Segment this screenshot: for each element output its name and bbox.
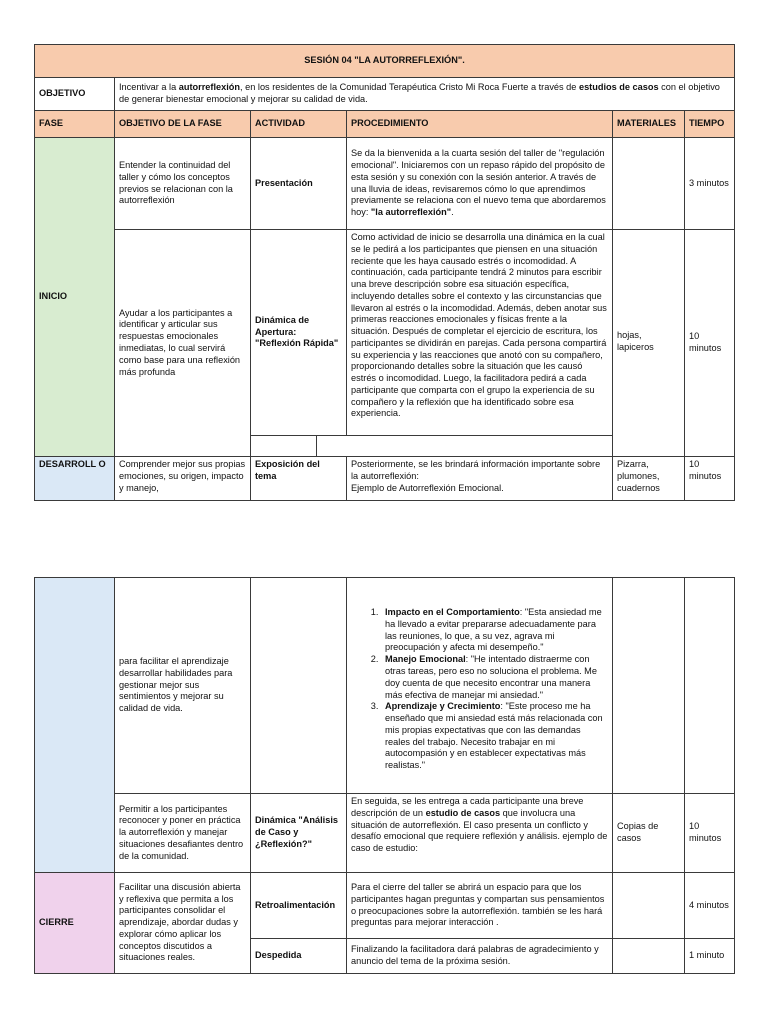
empty-materiales-cell <box>613 578 685 794</box>
session-table-page-2 <box>34 577 735 974</box>
header-materiales: MATERIALES <box>613 111 685 138</box>
cierre-row1-procedimiento: Para el cierre del taller se abrirá un espacio para que los participantes hagan preguntas y compartan sus pensamientos o preocupaciones sobre la autorreflexión. también se les hará preguntas para mejorar interacción . <box>347 873 613 939</box>
desarrollo-row1-actividad: Exposición del tema <box>251 457 347 501</box>
phase-cierre: CIERRE <box>35 873 115 974</box>
cierre-row2-tiempo: 1 minuto <box>685 939 735 974</box>
cierre-row2-actividad: Despedida <box>251 939 347 974</box>
desarrollo-row1-materiales: Pizarra, plumones, cuadernos <box>613 457 685 501</box>
inicio-row2-materiales: hojas, lapiceros <box>617 330 654 352</box>
objetivo-text: Incentivar a la autorreflexión, en los residentes de la Comunidad Terapéutica Cristo Mi Roca Fuerte a través de estudios de casos con el objetivo de generar bienestar emocional y mejorar su calidad de vida. <box>115 78 735 111</box>
cierre-row1-materiales <box>613 873 685 939</box>
table-row <box>35 794 735 873</box>
inicio-row1-procedimiento: Se da la bienvenida a la cuarta sesión del taller de "regulación emocional". Iniciaremos con un repaso rápido del propósito de esta sesión y su conexión con la sesión anterior. A través de una lluvia de ideas, revisaremos cómo lo que aprendimos previamente se relaciona con el nuevo tema que abordaremos hoy: "la autorreflexión". <box>347 138 613 230</box>
desarrollo-row1-objetivo-a: Comprender mejor sus propias emociones, su origen, impacto y manejo, <box>115 457 251 501</box>
table-row <box>35 457 735 501</box>
inicio-row1-actividad: Presentación <box>251 138 347 230</box>
cierre-row2-materiales <box>613 939 685 974</box>
inicio-row1-objetivo: Entender la continuidad del taller y cómo los conceptos previos se relacionan con la autorreflexión <box>115 138 251 230</box>
header-objetivo-fase: OBJETIVO DE LA FASE <box>115 111 251 138</box>
desarrollo-row1-procedimiento: Posteriormente, se les brindará información importante sobre la autorreflexión: Ejemplo de Autorreflexión Emocional. <box>347 457 613 501</box>
desarrollo-row2-objetivo: Permitir a los participantes reconocer y poner en práctica la autorreflexión y manejar situaciones desafiantes dentro de la comunidad. <box>115 794 251 873</box>
phase-inicio: INICIO <box>35 138 115 457</box>
desarrollo-row2-procedimiento: En seguida, se les entrega a cada participante una breve descripción de un estudio de casos que involucra una situación de autorreflexión. El caso presenta un conflicto y desafío emocional que requiere reflexión y análisis. ejemplo de caso de estudio: <box>347 794 613 873</box>
desarrollo-row2-materiales: Copias de casos <box>613 794 685 873</box>
session-table-page-1 <box>34 44 735 501</box>
inicio-row1-tiempo: 3 minutos <box>685 138 735 230</box>
table-row <box>35 873 735 939</box>
inicio-row2-actividad: Dinámica de Apertura: "Reflexión Rápida" <box>251 230 347 436</box>
header-actividad: ACTIVIDAD <box>251 111 347 138</box>
case-example-list <box>351 607 608 772</box>
desarrollo-row2-tiempo: 10 minutos <box>685 794 735 873</box>
inicio-row2-objetivo: Ayudar a los participantes a identificar y articular sus respuestas emocionales inmediatas, lo cual servirá como base para una reflexión más profunda <box>115 230 251 457</box>
phase-desarrollo-continued <box>35 578 115 873</box>
desarrollo-row1-objetivo-b: para facilitar el aprendizaje desarrollar habilidades para gestionar mejor sus sentimientos y mejorar su calidad de vida. <box>115 578 251 794</box>
phase-desarrollo: DESARROLL O <box>35 457 115 501</box>
table-row <box>35 578 735 794</box>
cierre-row1-tiempo: 4 minutos <box>685 873 735 939</box>
empty-split-cell <box>251 436 613 457</box>
table-row <box>35 138 735 230</box>
header-fase: FASE <box>35 111 115 138</box>
desarrollo-row2-actividad: Dinámica "Análisis de Caso y ¿Reflexión?" <box>251 794 347 873</box>
cierre-objetivo: Facilitar una discusión abierta y reflexiva que permita a los participantes consolidar el aprendizaje, abordar dudas y explorar cómo aplicar los conceptos discutidos a situaciones reales. <box>115 873 251 974</box>
session-title: SESIÓN 04 "LA AUTORREFLEXIÓN". <box>35 45 735 78</box>
header-procedimiento: PROCEDIMIENTO <box>347 111 613 138</box>
desarrollo-case-example <box>347 578 613 794</box>
cierre-row1-actividad: Retroalimentación <box>251 873 347 939</box>
inicio-row2-tiempo: 10 minutos <box>685 230 735 457</box>
empty-actividad-cell <box>251 578 347 794</box>
header-tiempo: TIEMPO <box>685 111 735 138</box>
list-item: 2. Manejo Emocional: "He intentado distraerme con otras tareas, pero eso no soluciona el problema. Me doy cuenta de que necesito encontrar una manera más efectiva de manejar mi ansiedad." <box>381 654 608 701</box>
cierre-row2-procedimiento: Finalizando la facilitadora dará palabras de agradecimiento y anuncio del tema de la próxima sesión. <box>347 939 613 974</box>
empty-tiempo-cell <box>685 578 735 794</box>
list-item: 1. Impacto en el Comportamiento: "Esta ansiedad me ha llevado a evitar prepararse adecuadamente para las reuniones, lo que, a su vez, agrava mi preocupación y afecta mi desempeño." <box>381 607 608 654</box>
objetivo-label: OBJETIVO <box>35 78 115 111</box>
inicio-materiales-cell <box>613 138 685 457</box>
list-item: 3. Aprendizaje y Crecimiento: "Este proceso me ha enseñado que mi ansiedad está más relacionada con mis propias expectativas que con las demandas reales del trabajo. Necesito trabajar en mi autocompasión y en establecer expectativas más realistas." <box>381 701 608 772</box>
inicio-row2-procedimiento: Como actividad de inicio se desarrolla una dinámica en la cual se le pedirá a los participantes que piensen en una situación reciente que les haya causado estrés o incomodidad. A continuación, cada participante tendrá 2 minutos para escribir una breve descripción sobre esa situación específica, incluyendo detalles sobre el contexto y las circunstancias que llevaron al estrés o la incomodidad. Además, deben anotar sus primeras reacciones emocionales y físicas frente a la situación. Después de completar el ejercicio de escritura, los participantes se dividirán en parejas. Cada persona compartirá su experiencia y las reacciones que anotó con su compañero, proporcionando detalles sobre la situación que les causó estrés o incomodidad. Luego, la facilitadora pedirá a cada participante que comparta con el grupo la experiencia de su compañero y la reflexión que ha identificado sobre esa experiencia. <box>347 230 613 436</box>
desarrollo-row1-tiempo: 10 minutos <box>685 457 735 501</box>
table-header-row <box>35 111 735 138</box>
